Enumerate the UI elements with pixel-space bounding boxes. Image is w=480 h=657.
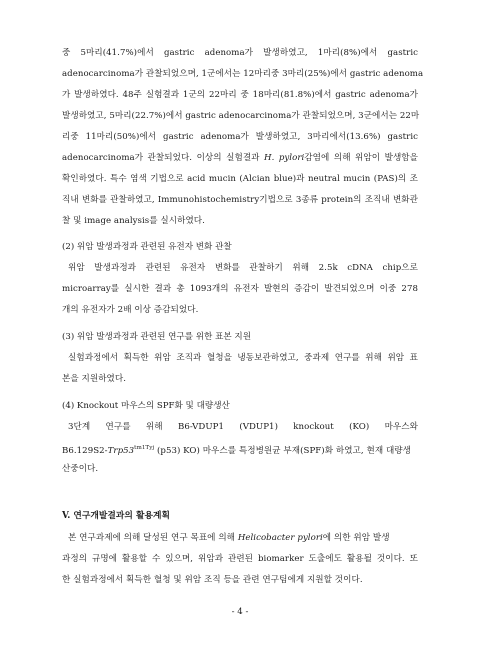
strain-suffix: (p53) KO) 마우스를 특정병원균 부재(SPF)화 하였고, 현재 대량생: [154, 445, 412, 456]
body-line: 확인하였다. 특수 염색 기법으로 acid mucin (Alcian blue)과 neutral mucin (PAS)의 조: [62, 174, 418, 184]
section-3-line: 실험과정에서 획득한 위암 조직과 혈청을 냉동보관하였고, 중과제 연구를 위해 위암 표: [68, 353, 418, 363]
section-2-line: microarray를 실시한 결과 총 1093개의 유전자 발현의 증감이 발견되었으며 이중 278: [62, 284, 418, 294]
body-line-text: adenocarcinoma가 관찰되었다. 이상의 실험결과 H. pylori감염에 의해 위암이 발생함을: [62, 153, 418, 163]
body-line: 발생하였고, 5마리(22.7%)에서 gastric adenocarcinoma가 관찰되었으며, 3군에서는 22마: [62, 111, 420, 121]
section-2-line: 위암 발생과정과 관련된 유전자 변화를 관찰하기 위해 2.5k cDNA chip으로: [68, 263, 418, 273]
section-5-text: 에 의한 위암 발생: [322, 533, 390, 543]
gene-name: Trp53: [107, 445, 135, 456]
body-line: [62, 152, 418, 164]
gene-allele: tm1Tyj: [134, 445, 155, 451]
page-number: - 4 -: [231, 607, 249, 617]
body-line: 찰 및 image analysis를 실시하였다.: [62, 216, 205, 226]
section-2-heading: (2) 위암 발생과정과 관련된 유전자 변화 관찰: [62, 242, 232, 252]
section-5-heading: V. 연구개발결과의 활용계획: [62, 511, 170, 521]
section-4-heading: (4) Knockout 마우스의 SPF화 및 대량생산: [62, 401, 230, 411]
body-line: 직내 변화를 관찰하였고, Immunohistochemistry기법으로 3종류 protein의 조직내 변화관: [62, 195, 418, 205]
section-3-heading: (3) 위암 발생과정과 관련된 연구를 위한 표본 지원: [62, 332, 252, 342]
strain-prefix: B6.129S2-: [62, 445, 108, 456]
section-5-line: 과정의 규명에 활용할 수 있으며, 위암과 관련된 biomarker 도출에도 활용될 것이다. 또: [62, 554, 418, 564]
section-5-text: 본 연구과제에 의해 달성된 연구 목표에 의해: [68, 533, 238, 543]
body-line: 가 발생하였다. 48주 실험결과 1군의 22마리 중 18마리(81.8%)에서 gastric adenoma가: [62, 90, 418, 100]
section-4-line: 산중이다.: [62, 464, 99, 474]
species-name: H. pylori: [264, 153, 305, 163]
section-2-line: 개의 유전자가 2배 이상 증감되었다.: [62, 305, 199, 315]
section-4-line: 3단계 연구를 위해 B6-VDUP1 (VDUP1) knockout (KO) 마우스와: [68, 422, 418, 432]
body-line: 리중 11마리(50%)에서 gastric adenoma가 발생하였고, 3마리에서(13.6%) gastric: [62, 132, 418, 142]
section-5-line: [68, 532, 418, 544]
section-3-line: 본을 지원하였다.: [62, 374, 127, 384]
body-line: 중 5마리(41.7%)에서 gastric adenoma가 발생하였고, 1마리(8%)에서 gastric: [62, 48, 418, 58]
species-name: Helicobacter pylori: [237, 533, 323, 543]
body-line: adenocarcinoma가 관찰되었으며, 1군에서는 12마리중 3마리(25%)에서 gastric adenoma: [62, 69, 424, 79]
section-5-line: 한 실험과정에서 획득한 혈청 및 위암 조직 등을 관련 연구팀에게 지원할 것이다.: [62, 575, 363, 585]
section-4-line: [62, 442, 418, 457]
